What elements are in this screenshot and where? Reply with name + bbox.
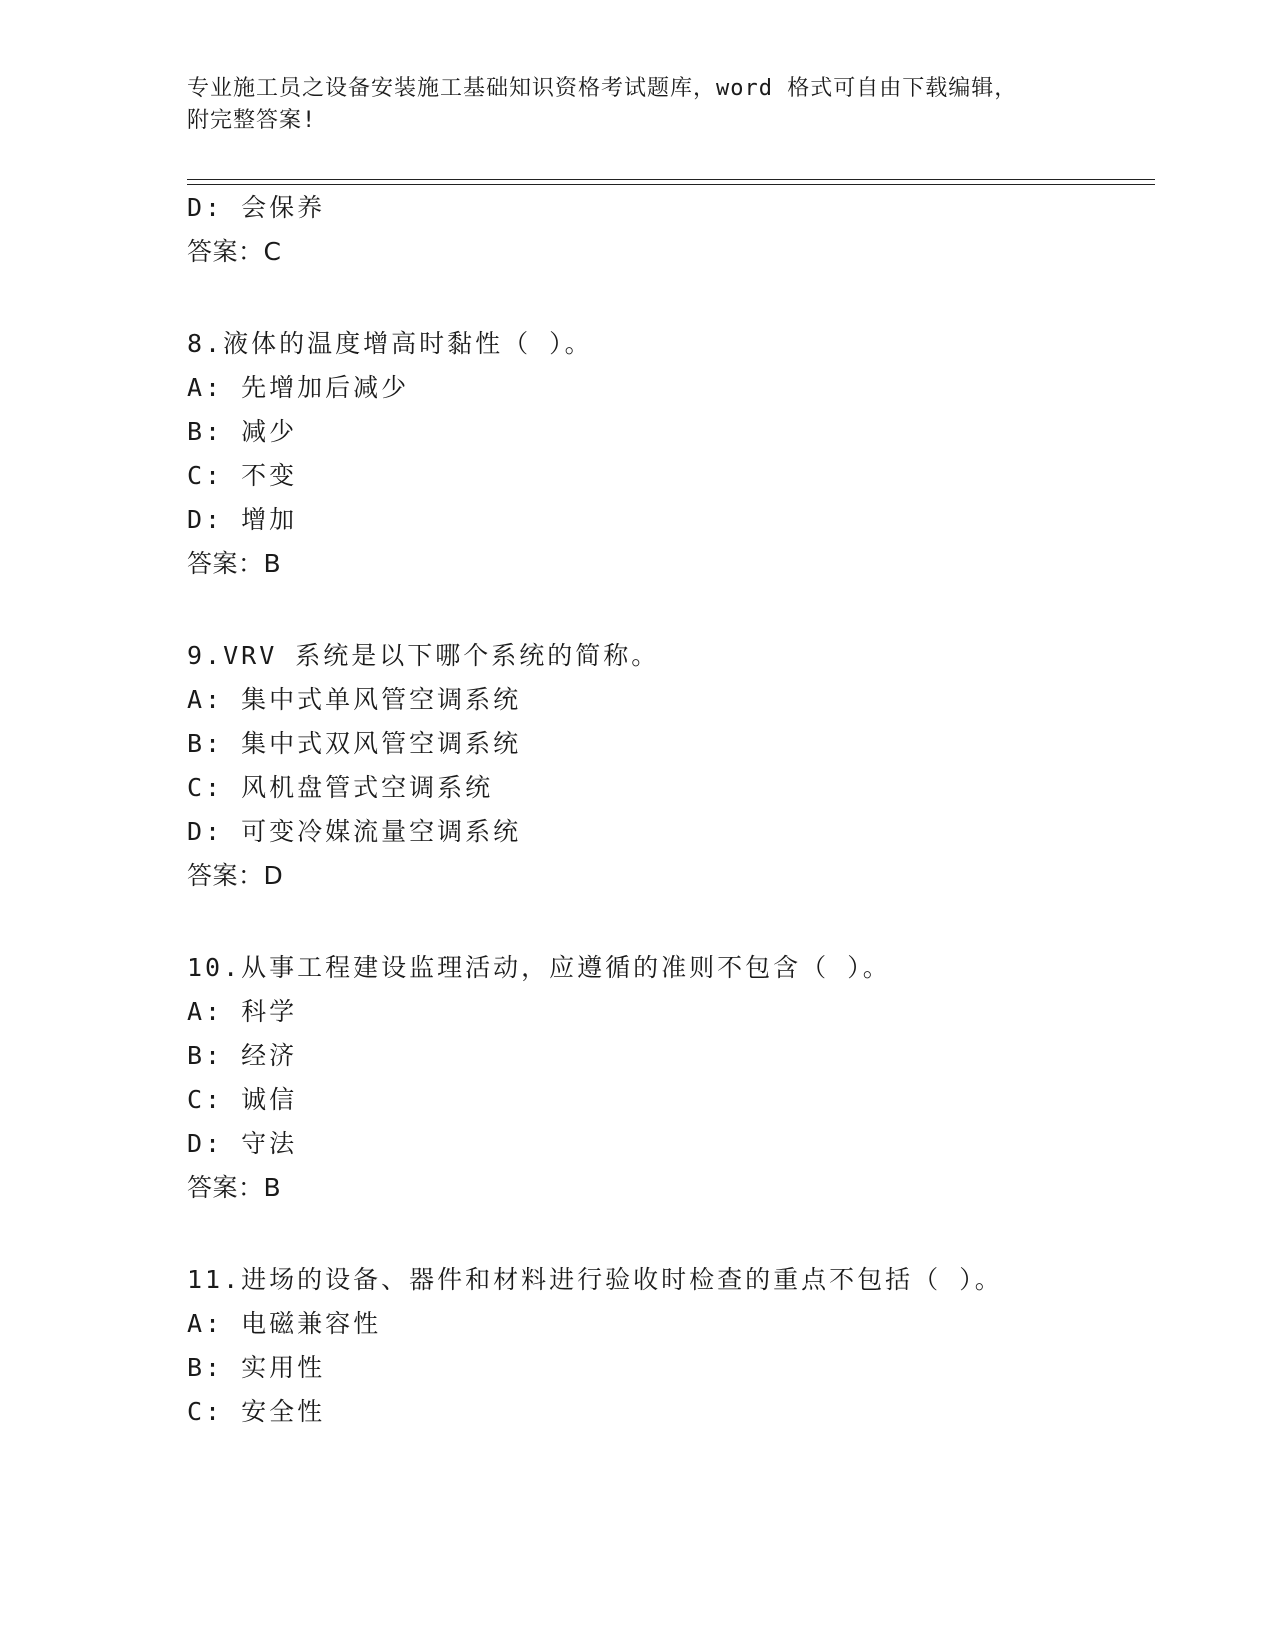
answer-line: 答案：B [187,549,282,578]
question-stem: 10.从事工程建设监理活动，应遵循的准则不包含（ ）。 [187,953,891,982]
answer-line: 答案：C [187,237,282,266]
option-c: C: 不变 [187,461,298,490]
question-stem: 9.VRV 系统是以下哪个系统的简称。 [187,641,660,670]
option-c: C: 安全性 [187,1397,326,1426]
header-divider-bottom [187,184,1155,185]
header-divider-top [187,179,1155,180]
option-a: A: 电磁兼容性 [187,1309,382,1338]
option-d: D: 可变冷媒流量空调系统 [187,817,522,846]
document-header [187,73,1067,137]
answer-line: 答案：D [187,861,284,890]
header-line-1: 专业施工员之设备安装施工基础知识资格考试题库，word 格式可自由下载编辑， [187,76,1018,101]
option-b: B: 集中式双风管空调系统 [187,729,522,758]
answer-line: 答案：B [187,1173,282,1202]
question-stem: 11.进场的设备、器件和材料进行验收时检查的重点不包括（ ）。 [187,1265,1003,1294]
option-a: A: 科学 [187,997,298,1026]
option-d: D: 增加 [187,505,298,534]
option-a: A: 集中式单风管空调系统 [187,685,522,714]
option-a: A: 先增加后减少 [187,373,410,402]
option-c: C: 诚信 [187,1085,298,1114]
option-b: B: 实用性 [187,1353,326,1382]
option-d: D: 会保养 [187,193,326,222]
option-b: B: 减少 [187,417,298,446]
header-line-2: 附完整答案! [187,108,317,133]
option-d: D: 守法 [187,1129,298,1158]
option-c: C: 风机盘管式空调系统 [187,773,494,802]
option-b: B: 经济 [187,1041,298,1070]
question-stem: 8.液体的温度增高时黏性（ ）。 [187,329,593,358]
